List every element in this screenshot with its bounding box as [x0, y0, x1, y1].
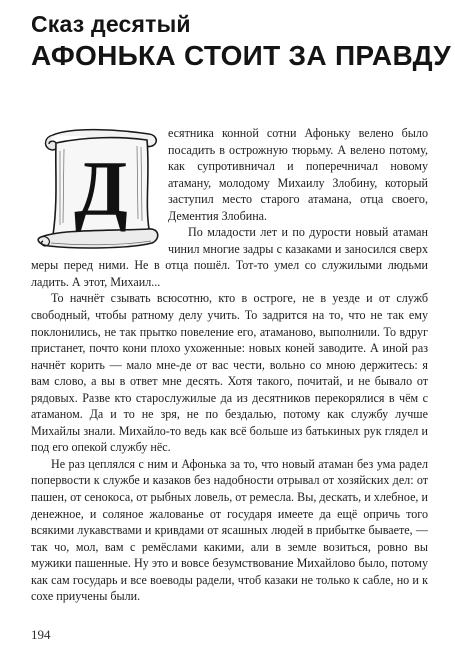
page-number: 194 [31, 627, 51, 642]
chapter-label: Сказ десятый [31, 11, 191, 37]
paragraph-4: Не раз цеплялся с ним и Афонька за то, что новый атаман без ума радел попервости к службе и казаков без надобности отрывал от хозяйских дел: от пашен, от сенокоса, от рыбных ловель, от ремесла. Вы, дескать, и хлебное, и денежное, и соляное жалованье от государя имеете да ещё опричь того всякими лукавствами и кривдами от ясашных людей в прибытке бываете, — так чо, мол, вам с ремёслами какими, али в земле возиться, ровно вы мужики пашенные. Ну это и вовсе безумствование Михайлово было, потому как сам государь и все воеводы радели, чтоб казаки не только к сабле, но и к сохе приучены были. [31, 456, 428, 604]
scroll-dropcap-illustration [31, 125, 164, 252]
paragraph-3: То начнёт сзывать всюсотню, кто в остроге, не в уезде и от служб свободный, чтобы ратному делу учить. То задрится на то, что не так ему поклонились, не так прытко повеление его, атаманово, выполнили. То вдруг пристанет, почто кони плохо ухоженные: новых коней заводите. А иной раз начнёт корить — мало мне-де от вас чести, вольно со мною держитесь: я вам слово, а вы в ответ мне десять. Хотя такого, почитай, и не бывало от рядовых. Разве кто старослужилые да из десятников перекорялися в чём с атаманом. Да и то не зря, не по бездалью, потому как службу лучше Михайлы знали. Михайло-то ведь как всё больше из батькиных рук глядел и под его опекой службу нёс. [31, 291, 428, 455]
chapter-title: АФОНЬКА СТОИТ ЗА ПРАВДУ [31, 40, 451, 71]
dropcap-letter: Д [74, 145, 128, 232]
paragraph-2: По младости лет и по дурости новый атаман чинил многие задры с казаками и заносился сверх меры перед ними. Не в отца пошёл. Тот-то умел со служилыми людьми ладить. А этот, Михаил... [31, 225, 428, 289]
paragraph-1: есятника конной сотни Афоньку велено было посадить в острожную тюрьму. А велено потому, как супротивничал и поперечничал новому атаману, молодому Михаилу Злобину, который заступил место старого атамана, отца своего, Дементия Злобина. [168, 126, 428, 223]
chapter-body [31, 125, 428, 605]
scroll-icon [31, 125, 164, 252]
